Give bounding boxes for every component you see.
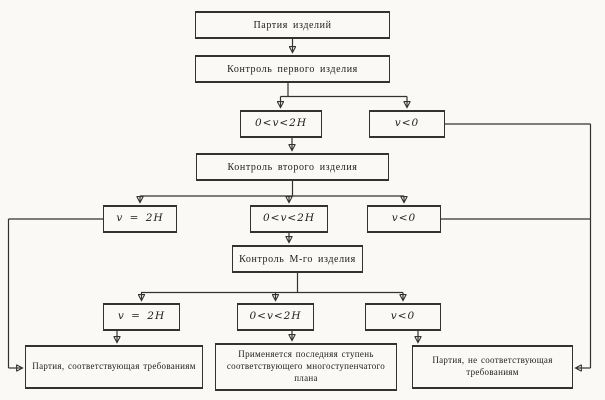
edge-controlm-split <box>141 273 403 300</box>
node-batch: Партия изделий <box>195 11 390 39</box>
node-cond-1-neg: v<0 <box>369 110 445 138</box>
node-cond-3-neg: v<0 <box>365 303 441 331</box>
node-accept-batch: Партия, соответствующая требованиям <box>25 345 203 389</box>
edge-right-rail-to-reject <box>576 124 591 368</box>
edge-control1-split <box>281 83 408 107</box>
node-cond-1-mid: 0<v<2H <box>240 110 322 138</box>
node-control-mth: Контроль М-го изделия <box>232 245 363 273</box>
node-control-first: Контроль первого изделия <box>195 55 390 83</box>
node-cond-2-neg: v<0 <box>367 205 441 233</box>
node-cond-2-eq: v = 2H <box>103 205 177 233</box>
node-reject-batch: Партия, не соответствующая требованиям <box>412 345 573 389</box>
node-cond-3-mid: 0<v<2H <box>237 303 314 331</box>
node-cond-3-eq: v = 2H <box>103 303 180 331</box>
node-last-step: Применяется последняя ступень соответствующего многоступенчатого плана <box>215 343 397 391</box>
edge-control2-split <box>140 181 404 202</box>
node-cond-2-mid: 0<v<2H <box>250 205 328 233</box>
node-control-second: Контроль второго изделия <box>196 153 389 181</box>
